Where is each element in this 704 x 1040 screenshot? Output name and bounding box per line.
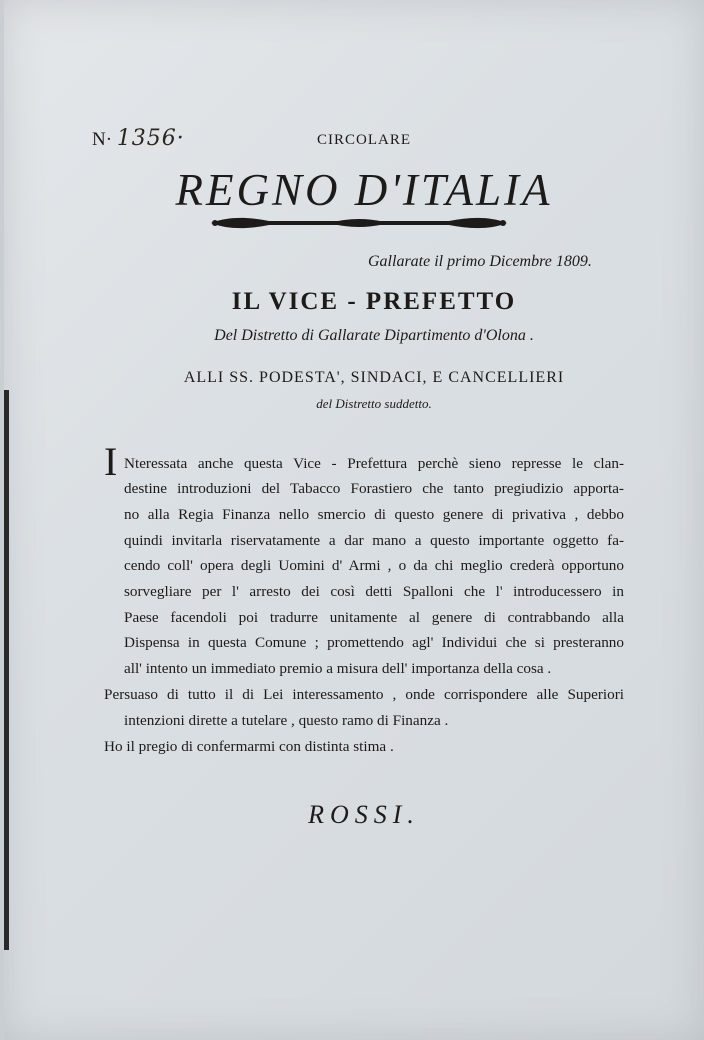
authority-title: IL VICE - PREFETTO: [231, 288, 517, 315]
number-label: N·: [92, 129, 113, 150]
signature: ROSSI.: [308, 800, 420, 829]
body-line: intenzioni dirette a tutelare , questo ramo di Finanza .: [124, 712, 449, 729]
body-line: quindi invitarla riservatamente a dar mano a questo importante oggetto fa-: [124, 532, 624, 549]
document-page: [4, 0, 704, 1040]
handwritten-number: 1356·: [116, 126, 185, 151]
document-title: REGNO D'ITALIA: [175, 165, 553, 215]
ornamental-rule: [209, 212, 509, 234]
drop-cap: I: [104, 439, 118, 484]
dateline: Gallarate il primo Dicembre 1809.: [368, 253, 592, 270]
body-line: Persuaso di tutto il di Lei interessamento , onde corrispondere alle Superiori: [104, 686, 624, 703]
body-line: Paese facendoli poi tradurre unitamente al genere di contrabbando alla: [124, 609, 624, 626]
body-line: Nteressata anche questa Vice - Prefettura perchè sieno represse le clan-: [124, 455, 624, 472]
body-line: cendo coll' opera degli Uomini d' Armi , o da chi meglio crederà opportuno: [124, 557, 624, 574]
addressees-sub: del Distretto suddetto.: [316, 396, 432, 411]
authority-subtitle: Del Distretto di Gallarate Dipartimento d'Olona .: [214, 327, 534, 344]
body-line: sorvegliare per l' arresto dei così detti Spalloni che l' introducessero in: [124, 583, 624, 600]
page-edge-shadow: [4, 390, 9, 950]
body-line: no alla Regia Finanza nello smercio di questo genere di privativa , debbo: [124, 506, 624, 523]
body-line: destine introduzioni del Tabacco Forastiero che tanto pregiudizio apporta-: [124, 480, 624, 497]
body-line: Dispensa in questa Comune ; promettendo agl' Individui che si presteranno: [124, 634, 624, 651]
addressees: ALLI SS. PODESTA', SINDACI, E CANCELLIERI: [183, 369, 565, 386]
closing-line: Ho il pregio di confermarmi con distinta stima .: [104, 738, 394, 755]
circolare-heading: CIRCOLARE: [316, 132, 411, 148]
body-line: all' intento un immediato premio a misura dell' importanza della cosa .: [124, 660, 552, 677]
